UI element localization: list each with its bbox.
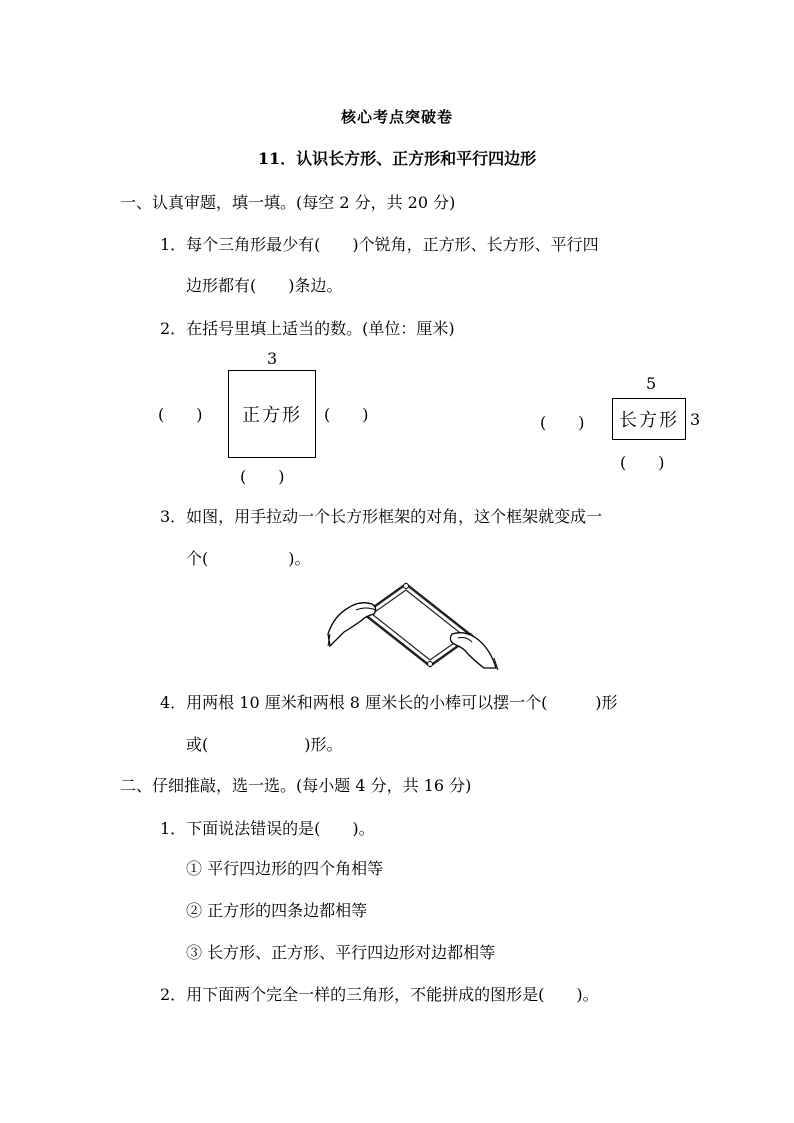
square-figure <box>228 370 316 458</box>
square-left-blank: ( ) <box>158 405 203 424</box>
rectangle-label: 长方形 <box>619 410 679 431</box>
square-bottom-blank: ( ) <box>240 467 285 486</box>
s2-option-3: ③ 长方形、正方形、平行四边形对边都相等 <box>186 943 496 962</box>
section1-heading: 一、认真审题，填一填。(每空 2 分，共 20 分) <box>120 193 456 212</box>
hands-pulling-frame-illustration <box>326 576 502 676</box>
s1-question1-line1: 1．每个三角形最少有( )个锐角，正方形、长方形、平行四 <box>160 235 599 254</box>
section2-heading: 二、仔细推敲，选一选。(每小题 4 分，共 16 分) <box>120 776 472 795</box>
s1-question3-line1: 3．如图，用手拉动一个长方形框架的对角，这个框架就变成一 <box>160 507 603 526</box>
rectangle-top-value: 5 <box>646 374 657 393</box>
s1-question1-line2: 边形都有( )条边。 <box>186 276 343 295</box>
square-label: 正方形 <box>242 405 302 426</box>
s1-question4-line1: 4．用两根 10 厘米和两根 8 厘米长的小棒可以摆一个( )形 <box>160 693 618 712</box>
s2-question2: 2．用下面两个完全一样的三角形，不能拼成的图形是( )。 <box>160 985 599 1004</box>
s2-question1: 1．下面说法错误的是( )。 <box>160 819 375 838</box>
rectangle-right-value: 3 <box>690 410 701 429</box>
rectangle-figure <box>612 398 686 440</box>
square-top-value: 3 <box>267 349 278 368</box>
s1-question2: 2．在括号里填上适当的数。(单位：厘米) <box>160 319 455 338</box>
paper-title: 核心考点突破卷 <box>340 108 453 126</box>
s2-option-1: ① 平行四边形的四个角相等 <box>186 859 384 878</box>
square-right-blank: ( ) <box>324 405 369 424</box>
paper-subtitle: 11．认识长方形、正方形和平行四边形 <box>257 149 537 168</box>
rectangle-left-blank: ( ) <box>540 413 585 432</box>
s1-question3-line2: 个( )。 <box>186 549 311 568</box>
s1-question4-line2: 或( )形。 <box>186 735 343 754</box>
s2-option-2: ② 正方形的四条边都相等 <box>186 901 368 920</box>
rectangle-bottom-blank: ( ) <box>620 453 665 472</box>
